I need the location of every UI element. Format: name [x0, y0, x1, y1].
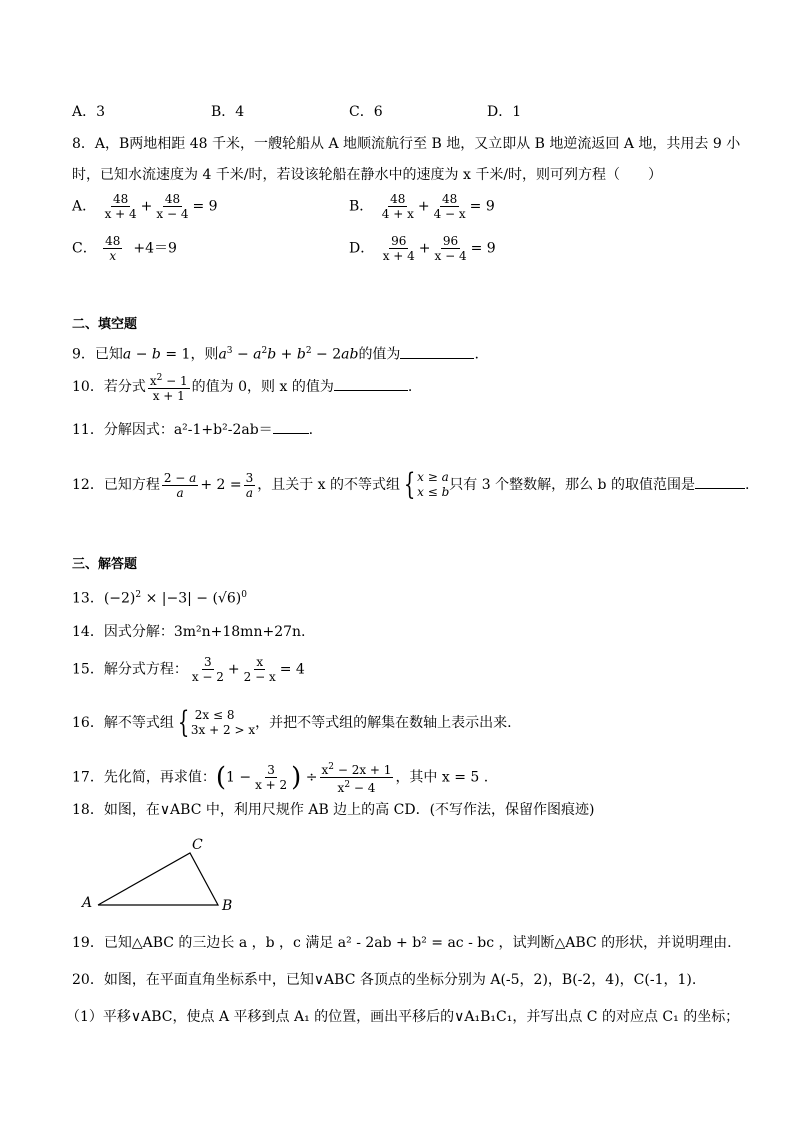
q7-option-b: B．4: [211, 104, 245, 120]
q18: 18．如图，在∨ABC 中，利用尺规作 AB 边上的高 CD．(不写作法，保留作图痕迹): [72, 802, 595, 818]
q12: 12．已知方程 $\frac{2 - a}{a}$ + 2 = $\frac{3}{a}$ ，且关于 x 的不等式组 { x ≥ a x ≤ b 只有 3 个整数解，那么 b 的取值范围是 .: [72, 467, 750, 502]
section-fill-in-title: 二、填空题: [72, 317, 138, 332]
q20-line1: 20．如图，在平面直角坐标系中，已知∨ABC 各顶点的坐标分别为 A(-5，2)，B(-2，4)，C(-1，1).: [72, 972, 697, 988]
q8-option-d: D． $\frac{96}{x + 4}$ + $\frac{96}{x - 4}$ = 9: [349, 234, 496, 263]
vertex-label-b: B: [222, 898, 233, 914]
q8-option-b: B． $\frac{48}{4 + x}$ + $\frac{48}{4 - x}$ = 9: [349, 192, 495, 221]
q8-option-a: A． $\frac{48}{x + 4}$ + $\frac{48}{x - 4}$ = 9: [72, 192, 218, 221]
triangle-outline: [98, 853, 218, 905]
q7-option-c: C．6: [349, 104, 383, 120]
q7-option-d: D．1: [487, 104, 522, 120]
section-answer-title: 三、解答题: [72, 557, 138, 572]
q15: 15．解分式方程： $\frac{3}{x - 2}$ + $\frac{x}{2 - x}$ = 4: [72, 655, 305, 684]
vertex-label-a: A: [82, 895, 93, 911]
q10: 10．若分式 $\frac{x^2 - 1}{x + 1}$ 的值为 0，则 x 的值为 .: [72, 373, 413, 403]
q13: 13．$(-2)^2 \times |-3| - (√6)^0$: [72, 590, 247, 607]
q20-part1: （1）平移∨ABC，使点 A 平移到点 A₁ 的位置，画出平移后的∨A₁B₁C₁，并写出点 C 的对应点 C₁ 的坐标；: [66, 1009, 740, 1025]
q16: 16．解不等式组 { 2x ≤ 8 3x + 2 > x ，并把不等式组的解集在数轴上表示出来.: [72, 705, 512, 740]
q8-option-c: C． $\frac{48}{x}$ +4＝9: [72, 234, 177, 263]
q14: 14．因式分解：3m²n+18mn+27n.: [72, 624, 306, 640]
q7-option-a: A．3: [72, 104, 106, 120]
q9: 9．已知a − b = 1，则$a^3 - a^2b + b^2 - 2ab$的值为 .: [72, 346, 479, 363]
q8-line2: 时，已知水流速度为 4 千米/时，若设该轮船在静水中的速度为 x 千米/时，则可列方程（ ）: [72, 167, 663, 183]
vertex-label-c: C: [192, 837, 203, 853]
q17: 17．先化简，再求值：(1 − $\frac{3}{x + 2}$ ) ÷ $\frac{x^2 - 2x + 1}{x^2 - 4}$ ，其中 x = 5 .: [72, 762, 489, 795]
q19: 19．已知△ABC 的三边长 a ，b ，c 满足 a² - 2ab + b² = ac - bc ，试判断△ABC 的形状，并说明理由.: [72, 935, 732, 951]
q11: 11．分解因式：a²-1+b²-2ab＝ .: [72, 422, 314, 438]
q8-line1: 8．A，B两地相距 48 千米，一艘轮船从 A 地顺流航行至 B 地，又立即从 B 地逆流返回 A 地，共用去 9 小: [72, 136, 741, 152]
